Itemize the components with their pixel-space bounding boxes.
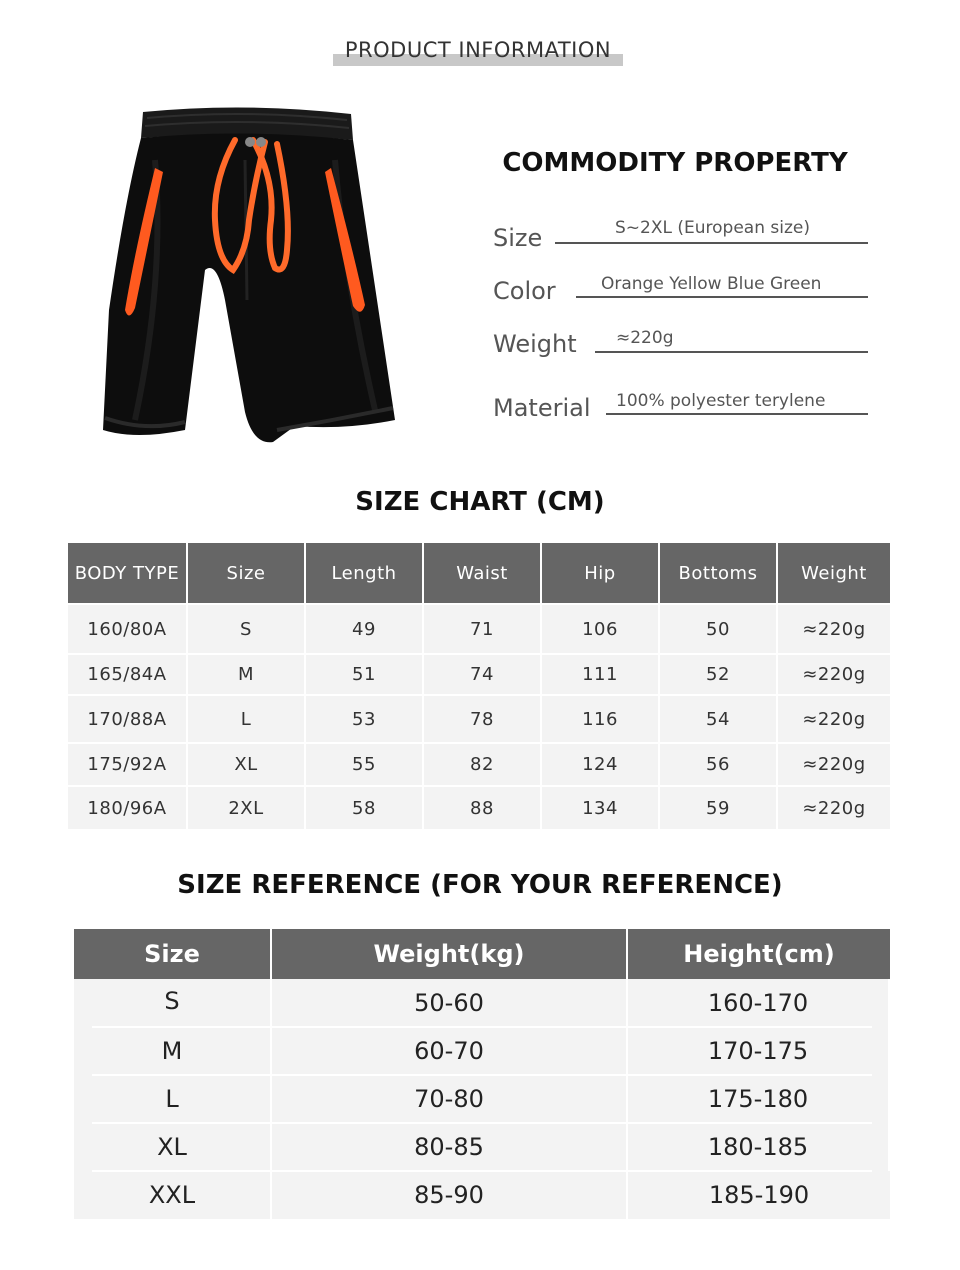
table-cell: 85-90 [272, 1171, 628, 1219]
table-cell: 71 [424, 605, 542, 653]
table-row [68, 742, 890, 785]
table-cell: 50-60 [272, 979, 628, 1027]
table-row [68, 785, 890, 829]
table-cell: 160-170 [628, 979, 890, 1027]
table-cell: 175/92A [68, 744, 188, 785]
table-cell: 165/84A [68, 655, 188, 694]
table-cell: M [188, 655, 306, 694]
size-chart-table [68, 543, 890, 829]
table-cell: 82 [424, 744, 542, 785]
size-chart-header [68, 543, 890, 603]
table-cell: ≈220g [802, 664, 866, 685]
shorts-icon [95, 100, 405, 455]
table-row [68, 694, 890, 742]
table-cell: 54 [660, 696, 778, 742]
column-header: Bottoms [660, 543, 778, 603]
commodity-property-title: COMMODITY PROPERTY [502, 148, 848, 178]
table-cell: 53 [306, 696, 424, 742]
table-cell: 88 [424, 787, 542, 829]
column-header: Size [74, 929, 272, 979]
table-cell: 180-185 [628, 1123, 890, 1171]
property-value: Orange Yellow Blue Green [601, 274, 822, 294]
table-row [74, 1123, 890, 1171]
column-header: Weight [801, 562, 867, 584]
table-cell: 180/96A [68, 787, 188, 829]
table-cell: 49 [306, 605, 424, 653]
table-cell: L [74, 1075, 272, 1123]
size-reference-title: SIZE REFERENCE (FOR YOUR REFERENCE) [177, 870, 783, 900]
product-image [95, 100, 405, 455]
property-row-material [493, 382, 868, 422]
property-value: ≈220g [616, 328, 674, 348]
size-reference-body [74, 979, 890, 1219]
table-cell: 58 [306, 787, 424, 829]
table-cell: 74 [424, 655, 542, 694]
table-cell: 80-85 [272, 1123, 628, 1171]
column-header: Weight(kg) [272, 929, 628, 979]
table-cell: 160/80A [68, 605, 188, 653]
table-cell: 56 [660, 744, 778, 785]
table-cell: 170-175 [628, 1027, 890, 1075]
table-cell: 185-190 [708, 1181, 810, 1209]
property-underline [576, 296, 868, 298]
table-cell: ≈220g [802, 797, 866, 819]
property-label: Weight [493, 330, 577, 358]
property-label: Color [493, 277, 556, 305]
table-cell: ≈220g [802, 708, 866, 730]
property-underline [555, 242, 868, 244]
table-cell: ≈220g [802, 754, 866, 775]
column-header: Size [188, 543, 306, 603]
column-header: BODY TYPE [68, 543, 188, 603]
property-row-weight [493, 318, 868, 358]
property-label: Material [493, 394, 591, 422]
table-row [74, 1027, 890, 1075]
property-underline [606, 413, 868, 415]
table-row [74, 979, 890, 1027]
column-header: Waist [424, 543, 542, 603]
table-cell: 116 [542, 696, 660, 742]
property-row-color [493, 265, 868, 305]
table-cell: 134 [542, 787, 660, 829]
size-reference-header [74, 929, 890, 979]
size-reference-table [74, 929, 890, 1219]
property-underline [595, 351, 868, 353]
property-value: S~2XL (European size) [615, 218, 810, 238]
table-cell: XXL [74, 1171, 272, 1219]
table-cell: S [74, 979, 272, 1027]
table-cell: XL [188, 744, 306, 785]
table-cell: 175-180 [628, 1075, 890, 1123]
column-header: Hip [542, 543, 660, 603]
table-cell: 124 [542, 744, 660, 785]
table-cell: 170/88A [68, 696, 188, 742]
size-chart-title: SIZE CHART (CM) [355, 487, 605, 517]
table-row [68, 603, 890, 653]
table-cell: 50 [660, 605, 778, 653]
table-cell: 106 [542, 605, 660, 653]
table-row [74, 1075, 890, 1123]
column-header: Height(cm) [683, 940, 835, 968]
table-cell: S [188, 605, 306, 653]
property-value: 100% polyester terylene [616, 391, 826, 411]
table-cell: 111 [542, 655, 660, 694]
property-label: Size [493, 224, 543, 252]
table-cell: 55 [306, 744, 424, 785]
table-cell: 60-70 [272, 1027, 628, 1075]
column-header: Length [306, 543, 424, 603]
table-row [74, 1171, 890, 1219]
table-row [68, 653, 890, 694]
property-row-size [493, 212, 868, 252]
table-cell: 2XL [188, 787, 306, 829]
banner-title: PRODUCT INFORMATION [344, 38, 612, 62]
table-cell: 52 [660, 655, 778, 694]
table-cell: 70-80 [272, 1075, 628, 1123]
table-cell: XL [74, 1123, 272, 1171]
page-banner [333, 38, 623, 66]
table-cell: M [74, 1027, 272, 1075]
table-cell: 59 [660, 787, 778, 829]
table-cell: ≈220g [802, 618, 866, 640]
table-cell: L [188, 696, 306, 742]
table-cell: 78 [424, 696, 542, 742]
table-cell: 51 [306, 655, 424, 694]
